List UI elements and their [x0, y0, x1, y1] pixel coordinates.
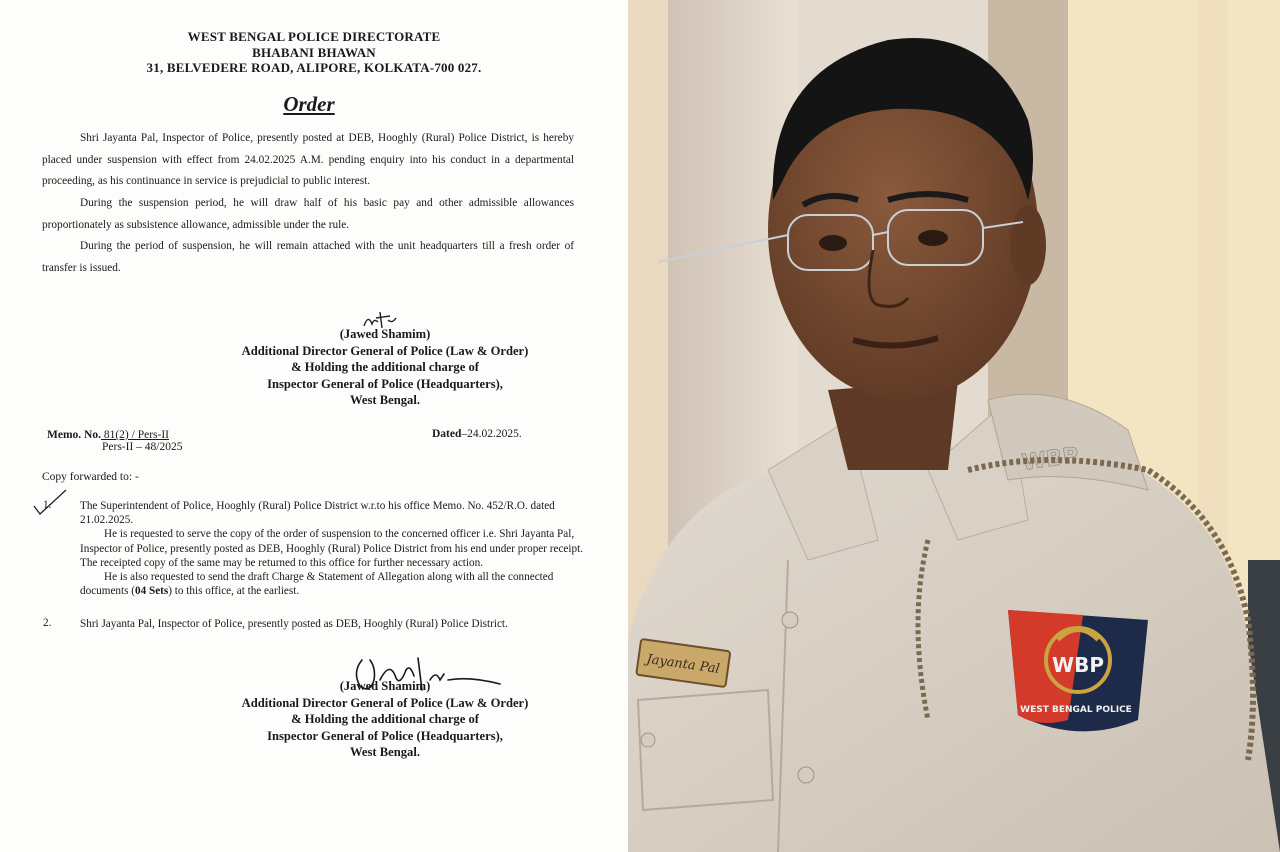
- memo-label: Memo. No.: [47, 429, 101, 441]
- item-1-request-2-pre: He is also requested to send the draft Charge & Statement of Allegation along with all the connected documents (: [80, 571, 554, 598]
- signatory-2-additional-charge: & Holding the additional charge of: [291, 712, 479, 726]
- eye-right: [918, 230, 948, 246]
- officer-portrait-illustration: [628, 0, 1280, 852]
- button-3: [641, 733, 655, 747]
- letterhead-address: 31, BELVEDERE ROAD, ALIPORE, KOLKATA-700 027.: [146, 60, 482, 75]
- button-1: [782, 612, 798, 628]
- signatory-charge-title: Inspector General of Police (Headquarters),: [267, 376, 503, 391]
- badge-letters: WBP: [1052, 653, 1104, 677]
- item-1-request-2-post: ) to this office, at the earliest.: [168, 585, 300, 598]
- copy-forwarded-label: Copy forwarded to: -: [42, 471, 139, 483]
- order-paragraph-2: During the suspension period, he will draw half of his basic pay and other admissible allowances proportionately as subsistence allowance, admissible under the rule.: [42, 197, 574, 231]
- signatory-2-designation: Additional Director General of Police (Law & Order): [241, 695, 529, 710]
- letterhead-building: BHABANI BHAWAN: [252, 44, 376, 60]
- order-paragraph-1: Shri Jayanta Pal, Inspector of Police, presently posted at DEB, Hooghly (Rural) Police District, is hereby placed under suspension with effect from 24.02.2025 A.M. pending enquiry into his conduct in a departmental proceeding, as his continuance in service is prejudicial to public interest.: [42, 132, 574, 187]
- memo-date-label: Dated: [432, 428, 462, 440]
- order-paragraph-3: During the period of suspension, he will remain attached with the unit headquarters till a fresh order of transfer is issued.: [42, 240, 574, 274]
- ear: [1010, 205, 1046, 285]
- name-tag-text: Jayanta Pal: [645, 651, 721, 678]
- signature-block-2: [150, 678, 620, 761]
- item-1-request: He is requested to serve the copy of the order of suspension to the concerned officer i.e. Shri Jayanta Pal, Inspector of Police, presently posted as DEB, Hooghly (Rural) Police District from his end under proper receipt. The receipted copy of the same may be returned to this office for further necessary action.: [80, 528, 584, 569]
- memo-date-value: –24.02.2025.: [461, 428, 522, 440]
- wbp-shoulder-badge: [1008, 610, 1148, 731]
- item-1-recipient: The Superintendent of Police, Hooghly (Rural) Police District w.r.to his office Memo. No. 452/R.O. dated 21.02.2025.: [80, 500, 555, 527]
- memo-sub-number: Pers-II – 48/2025: [102, 441, 183, 453]
- item-1-sets: 04 Sets: [135, 585, 169, 598]
- copy-item-2: Shri Jayanta Pal, Inspector of Police, presently posted as DEB, Hooghly (Rural) Police District.: [80, 618, 508, 630]
- signatory-additional-charge: & Holding the additional charge of: [291, 360, 479, 374]
- signatory-designation: Additional Director General of Police (Law & Order): [241, 343, 529, 358]
- item-1-number: 1.: [43, 499, 52, 511]
- signatory-name: (Jawed Shamim): [339, 327, 431, 341]
- memo-number: [47, 428, 169, 442]
- copy-item-1: [80, 499, 590, 598]
- letterhead: [0, 29, 628, 76]
- memo-date: [432, 428, 522, 440]
- letterhead-org: WEST BENGAL POLICE DIRECTORATE: [187, 29, 441, 44]
- suspension-order-document: [0, 0, 628, 852]
- signatory-state: West Bengal.: [350, 393, 420, 407]
- button-2: [798, 767, 814, 783]
- order-title: Order: [283, 92, 335, 116]
- signatory-2-state: West Bengal.: [350, 745, 420, 759]
- memo-value: 81(2) / Pers-II: [100, 429, 169, 441]
- shoulder-letters: WBP: [1020, 443, 1081, 476]
- eye-left: [819, 235, 847, 251]
- item-1-request-2: [80, 570, 590, 598]
- officer-photo: [628, 0, 1280, 852]
- badge-text: WEST BENGAL POLICE: [1020, 705, 1132, 715]
- signatory-2-name: (Jawed Shamim): [339, 679, 431, 693]
- item-2-number: 2.: [43, 617, 52, 629]
- signatory-2-charge-title: Inspector General of Police (Headquarters),: [267, 728, 503, 743]
- signature-block-1: [150, 326, 620, 409]
